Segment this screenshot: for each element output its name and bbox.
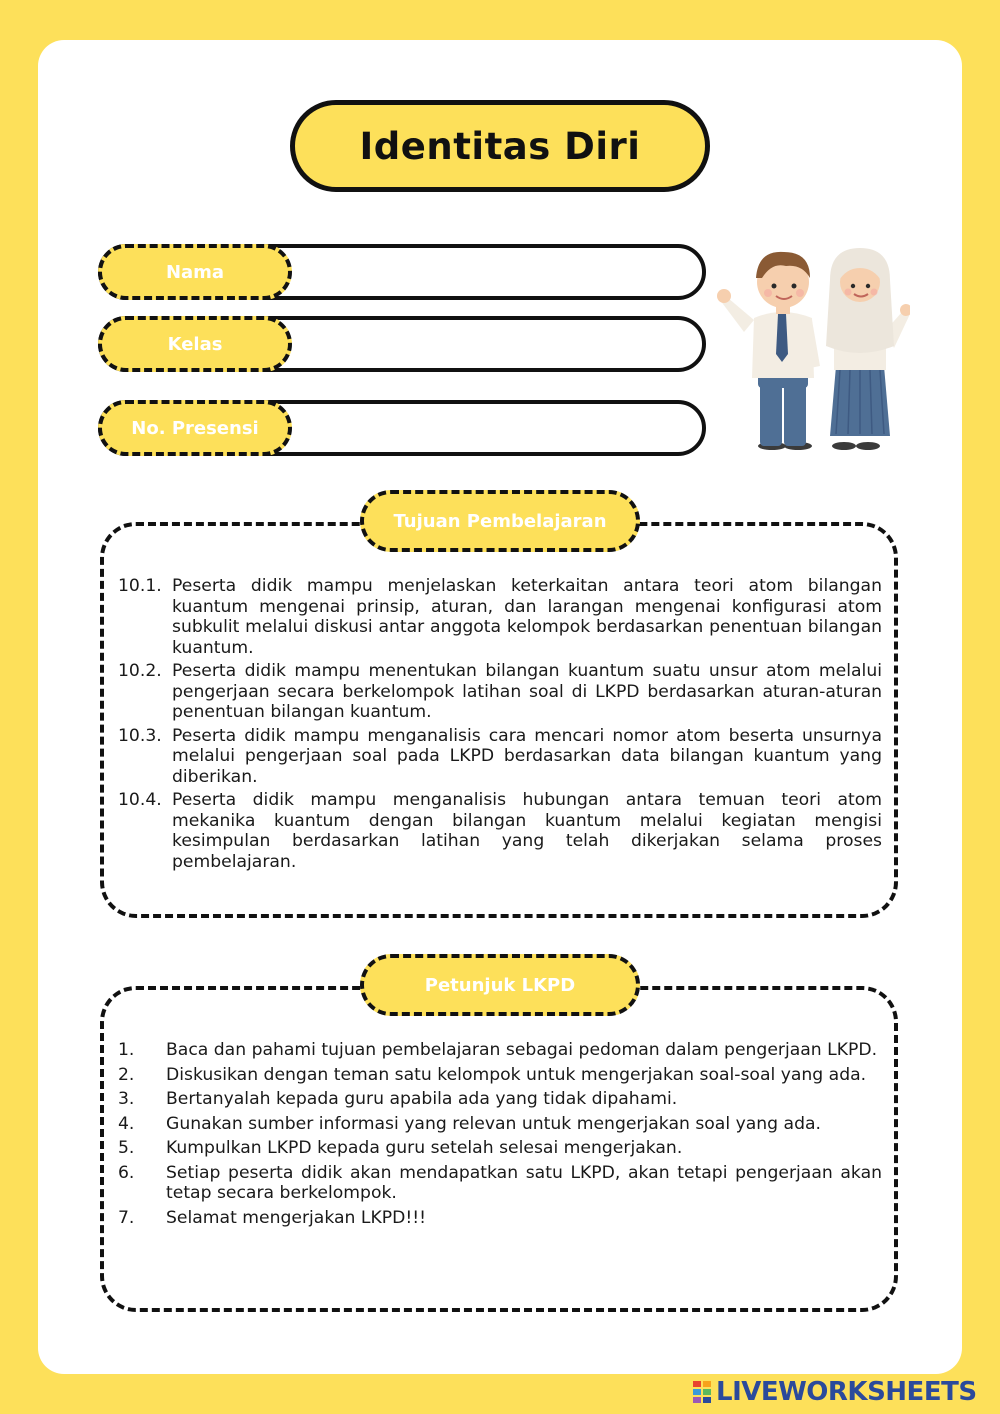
item-text: Gunakan sumber informasi yang relevan untuk mengerjakan soal yang ada. <box>166 1113 821 1134</box>
objectives-list <box>118 576 882 872</box>
list-item <box>118 1089 882 1110</box>
learning-objectives-box <box>100 510 898 918</box>
instructions-box <box>100 974 898 1312</box>
title-banner <box>290 100 710 192</box>
instructions-list <box>118 1040 882 1228</box>
instructions-header <box>360 954 640 1016</box>
students-illustration <box>714 236 910 450</box>
liveworksheets-logo[interactable] <box>692 1378 977 1406</box>
class-field <box>98 316 706 372</box>
attendance-input[interactable] <box>298 406 680 450</box>
list-item <box>118 1208 882 1229</box>
logo-mark-icon <box>692 1380 712 1404</box>
attendance-label: No. Presensi <box>131 417 259 439</box>
list-item <box>118 1114 882 1135</box>
item-number: 3. <box>118 1089 135 1109</box>
boy-student <box>717 252 820 450</box>
attendance-field <box>98 400 706 456</box>
list-item <box>118 726 882 788</box>
list-item <box>118 1040 882 1061</box>
worksheet-page <box>38 40 962 1374</box>
list-item <box>118 790 882 872</box>
item-text: Diskusikan dengan teman satu kelompok untuk mengerjakan soal-soal yang ada. <box>166 1064 867 1085</box>
list-item <box>118 1138 882 1159</box>
item-text: Selamat mengerjakan LKPD!!! <box>166 1207 426 1228</box>
item-number: 1. <box>118 1040 135 1060</box>
list-item <box>118 576 882 658</box>
name-field <box>98 244 706 300</box>
name-label-tab <box>98 244 292 300</box>
learning-objectives-header <box>360 490 640 552</box>
item-number: 5. <box>118 1138 135 1158</box>
page-title: Identitas Diri <box>359 124 641 168</box>
item-number: 10.2. <box>118 661 162 681</box>
item-text: Peserta didik mampu menganalisis hubungan antara temuan teori atom mekanika kuantum dengan bilangan kuantum melalui kegiatan mengisi kesimpulan berdasarkan latihan yang telah dikerjakan selama proses pembelajaran. <box>172 790 882 872</box>
girl-student <box>826 248 910 450</box>
item-text: Baca dan pahami tujuan pembelajaran sebagai pedoman dalam pengerjaan LKPD. <box>166 1040 878 1060</box>
item-number: 4. <box>118 1113 135 1134</box>
name-input[interactable] <box>298 250 680 294</box>
name-label: Nama <box>165 261 225 283</box>
item-number: 7. <box>118 1207 135 1228</box>
item-text: Kumpulkan LKPD kepada guru setelah selesai mengerjakan. <box>166 1138 683 1158</box>
learning-objectives-title: Tujuan Pembelajaran <box>393 510 607 532</box>
item-text: Bertanyalah kepada guru apabila ada yang tidak dipahami. <box>166 1089 678 1109</box>
item-number: 10.3. <box>118 725 162 746</box>
item-number: 2. <box>118 1064 135 1085</box>
attendance-label-tab <box>98 400 292 456</box>
list-item <box>118 661 882 723</box>
item-text: Peserta didik mampu menjelaskan keterkaitan antara teori atom bilangan kuantum mengenai prinsip, aturan, dan larangan mengenai konfigurasi atom subkulit melalui diskusi antar anggota kelompok berdasarkan penentuan bilangan kuantum. <box>172 576 882 658</box>
item-text: Setiap peserta didik akan mendapatkan satu LKPD, akan tetapi pengerjaan akan tetap secara berkelompok. <box>166 1162 882 1203</box>
item-number: 10.4. <box>118 790 162 810</box>
class-label-tab <box>98 316 292 372</box>
item-text: Peserta didik mampu menentukan bilangan kuantum suatu unsur atom melalui pengerjaan secara berkelompok latihan soal di LKPD berdasarkan aturan-aturan penentuan bilangan kuantum. <box>172 661 882 722</box>
class-input[interactable] <box>298 322 680 366</box>
item-number: 6. <box>118 1162 135 1183</box>
class-label: Kelas <box>167 333 223 355</box>
item-number: 10.1. <box>118 576 162 596</box>
logo-text: LIVEWORKSHEETS <box>716 1377 977 1407</box>
list-item <box>118 1163 882 1204</box>
list-item <box>118 1065 882 1086</box>
item-text: Peserta didik mampu menganalisis cara mencari nomor atom beserta unsurnya melalui pengerjaan soal pada LKPD berdasarkan data bilangan kuantum yang diberikan. <box>172 725 882 787</box>
instructions-title: Petunjuk LKPD <box>424 974 576 996</box>
